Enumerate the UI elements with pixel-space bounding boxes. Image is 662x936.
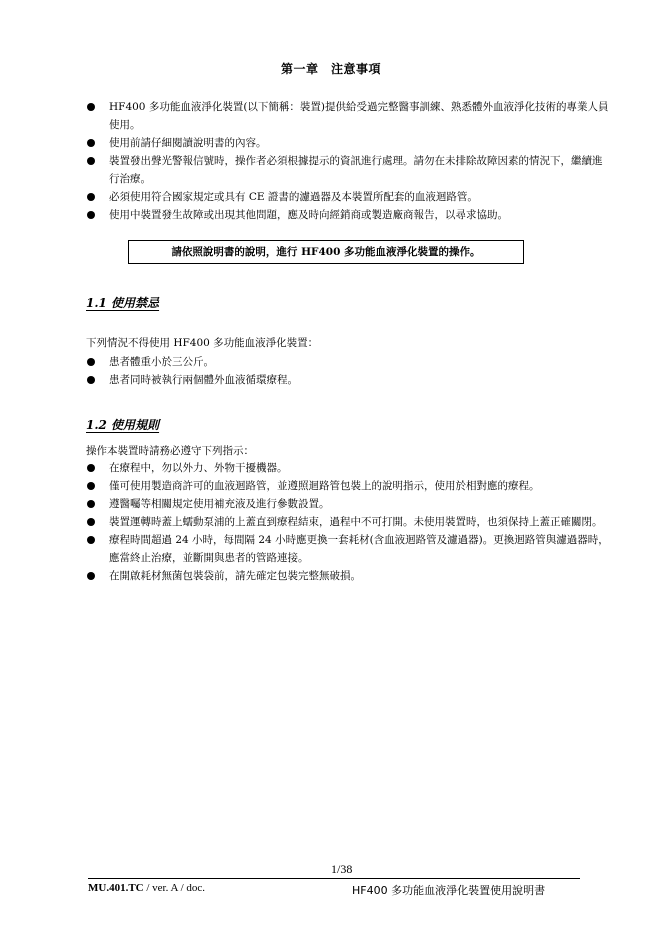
bullet-icon xyxy=(87,211,95,219)
operation-note-box: 請依照說明書的說明，進行 HF400 多功能血液淨化裝置的操作。 xyxy=(128,240,524,264)
bullet-icon xyxy=(87,536,95,544)
bullet-icon xyxy=(87,157,95,165)
list-item: 患者體重小於三公斤。 xyxy=(86,353,611,371)
bullet-icon xyxy=(87,482,95,490)
list-item: 在療程中，勿以外力、外物干擾機器。 xyxy=(86,459,611,477)
chapter-title: 第一章 注意事項 xyxy=(280,62,381,76)
page-number: 1/38 xyxy=(331,862,353,876)
list-item: 療程時間超過 24 小時，每間隔 24 小時應更換一套耗材(含血液迴路管及濾過器)。更換迴路管與濾過器時，應當終止治療，並斷開與患者的管路連接。 xyxy=(86,531,611,567)
list-item: 遵醫囑等相關規定使用補充液及進行參數設置。 xyxy=(86,495,611,513)
list-item: 僅可使用製造商許可的血液迴路管，並遵照迴路管包裝上的說明指示，使用於相對應的療程。 xyxy=(86,477,611,495)
footer-divider xyxy=(88,878,580,879)
bullet-icon xyxy=(87,358,95,366)
section-heading-usage-rules: 1.2 使用規則 xyxy=(86,418,160,432)
list-item: 必須使用符合國家規定或具有 CE 證書的濾過器及本裝置所配套的血液迴路管。 xyxy=(86,188,611,206)
doc-code: MU.401.TC xyxy=(88,882,144,894)
list-item: 在開啟耗材無菌包裝袋前，請先確定包裝完整無破損。 xyxy=(86,567,611,585)
doc-version: / ver. A / doc. xyxy=(143,882,206,894)
bullet-icon xyxy=(87,103,95,111)
bullet-icon xyxy=(87,376,95,384)
bullet-icon xyxy=(87,572,95,580)
contraindications-intro: 下列情況不得使用 HF400 多功能血液淨化裝置： xyxy=(86,337,319,349)
usage-rules-intro: 操作本裝置時請務必遵守下列指示： xyxy=(86,445,254,457)
footer-doc-title: HF400 多功能血液淨化裝置使用說明書 xyxy=(352,884,546,897)
contraindications-list xyxy=(86,353,611,389)
footer-doc-reference xyxy=(88,882,205,894)
list-item: HF400 多功能血液淨化裝置(以下簡稱：裝置)提供給受過完整醫事訓練、熟悉體外血液淨化技術的專業人員使用。 xyxy=(86,98,611,134)
list-item: 使用前請仔細閱讀說明書的內容。 xyxy=(86,134,611,152)
bullet-icon xyxy=(87,518,95,526)
precautions-list xyxy=(86,98,611,224)
section-heading-contraindications: 1.1 使用禁忌 xyxy=(86,296,160,310)
list-item: 裝置發出聲光警報信號時，操作者必須根據提示的資訊進行處理。請勿在未排除故障因素的情況下，繼續進行治療。 xyxy=(86,152,611,188)
bullet-icon xyxy=(87,193,95,201)
list-item: 患者同時被執行兩個體外血液循環療程。 xyxy=(86,371,611,389)
bullet-icon xyxy=(87,500,95,508)
list-item: 裝置運轉時蓋上蠕動泵浦的上蓋直到療程結束，過程中不可打開。未使用裝置時，也須保持上蓋正確關閉。 xyxy=(86,513,611,531)
bullet-icon xyxy=(87,464,95,472)
bullet-icon xyxy=(87,139,95,147)
usage-rules-list xyxy=(86,459,611,585)
list-item: 使用中裝置發生故障或出現其他問題，應及時向經銷商或製造廠商報告，以尋求協助。 xyxy=(86,206,611,224)
